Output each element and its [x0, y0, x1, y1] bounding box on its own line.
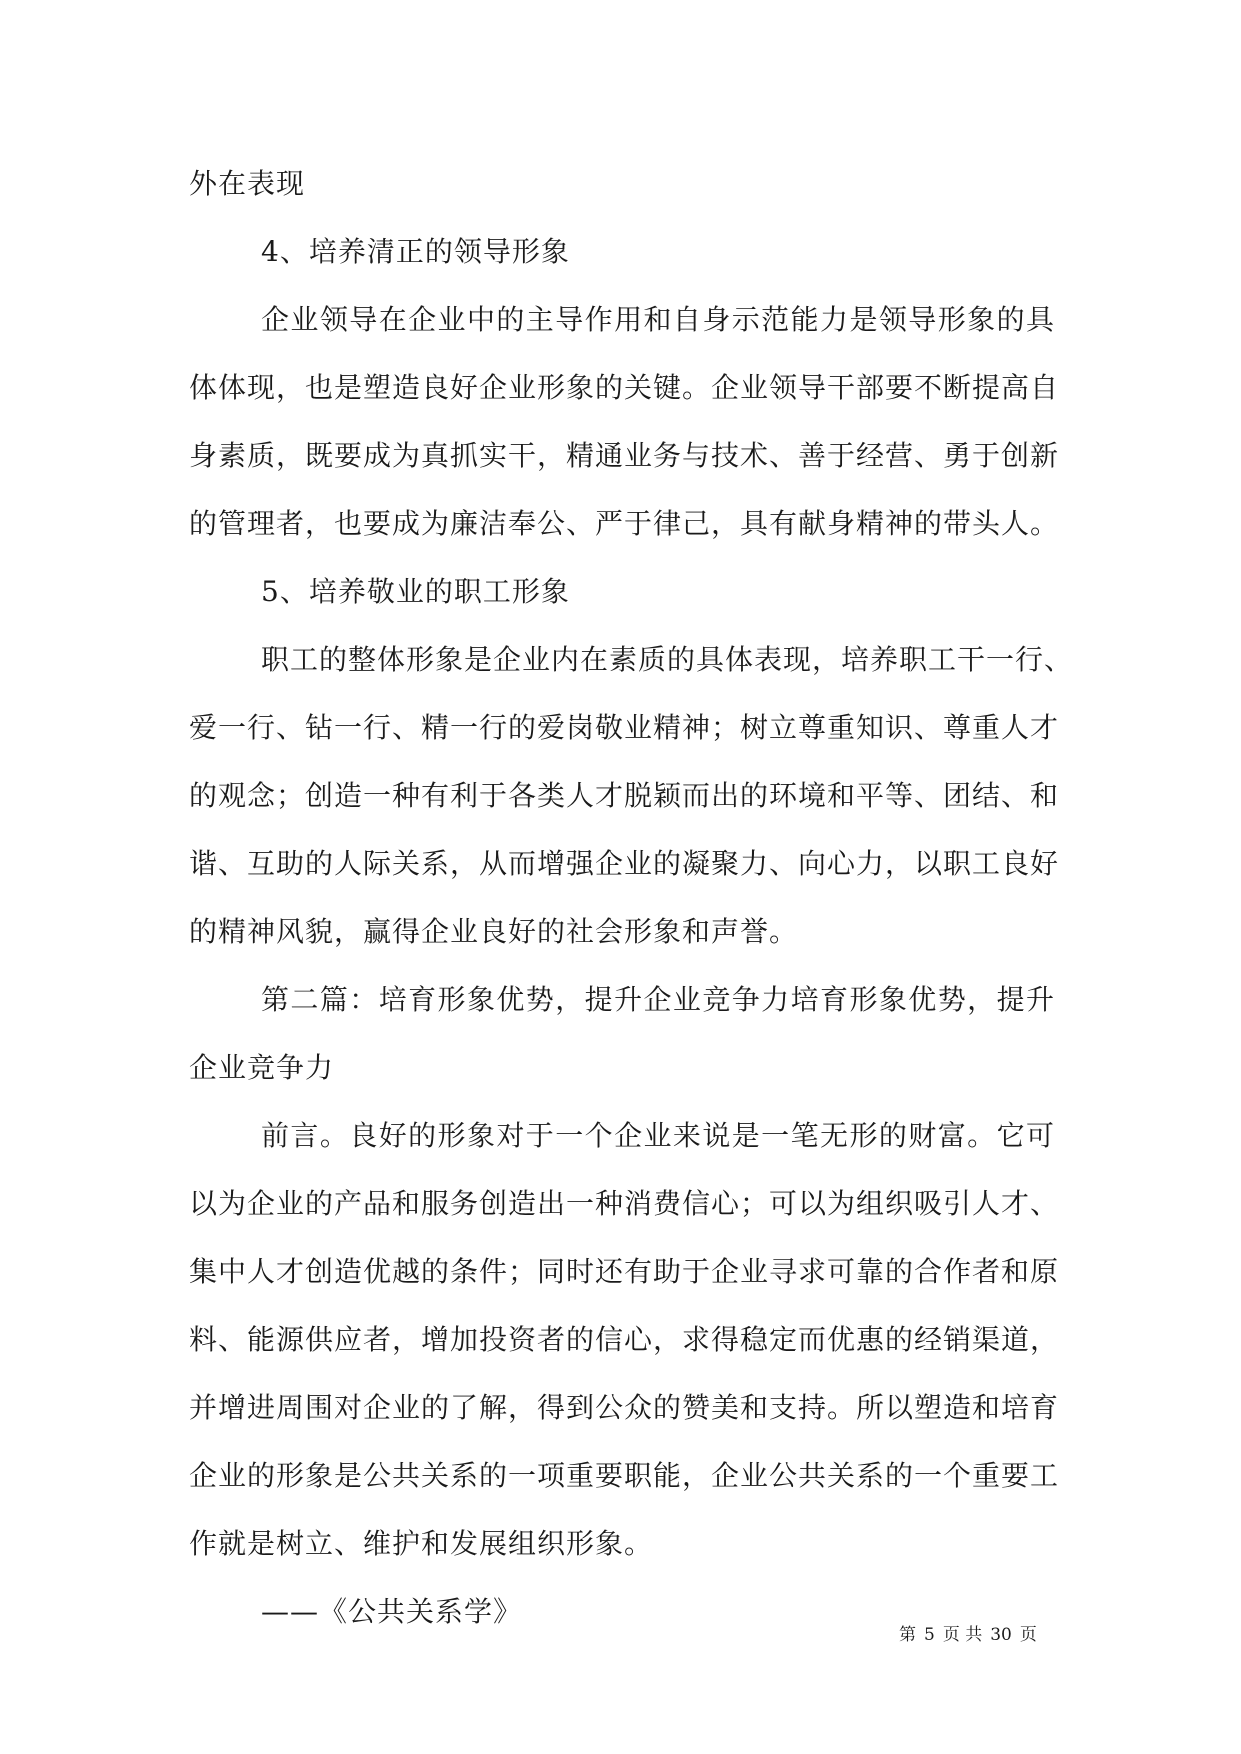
text-line: 的观念；创造一种有利于各类人才脱颖而出的环境和平等、团结、和 — [189, 779, 1060, 812]
text-line: 职工的整体形象是企业内在素质的具体表现，培养职工干一行、 — [261, 643, 1074, 676]
text-line: 企业竞争力 — [189, 1051, 335, 1084]
text-line: 前言。良好的形象对于一个企业来说是一笔无形的财富。它可 — [261, 1119, 1055, 1152]
text-line: 集中人才创造优越的条件；同时还有助于企业寻求可靠的合作者和原 — [189, 1255, 1060, 1288]
text-line: 外在表现 — [189, 167, 306, 200]
text-line: 的管理者，也要成为廉洁奉公、严于律己，具有献身精神的带头人。 — [189, 507, 1060, 540]
footer-suffix: 页 — [1019, 1625, 1037, 1645]
text-line: 的精神风貌，赢得企业良好的社会形象和声誉。 — [189, 915, 799, 948]
document-body — [189, 150, 1074, 1646]
text-line: 5、培养敬业的职工形象 — [261, 575, 570, 608]
text-line: ——《公共关系学》 — [261, 1595, 523, 1628]
current-page-number: 5 — [924, 1625, 935, 1645]
text-line: 企业领导在企业中的主导作用和自身示范能力是领导形象的具 — [261, 303, 1055, 336]
text-line: 谐、互助的人际关系，从而增强企业的凝聚力、向心力，以职工良好 — [189, 847, 1060, 880]
text-line: 身素质，既要成为真抓实干，精通业务与技术、善于经营、勇于创新 — [189, 439, 1060, 472]
text-line: 4、培养清正的领导形象 — [261, 235, 570, 268]
text-line: 料、能源供应者，增加投资者的信心，求得稳定而优惠的经销渠道， — [189, 1323, 1060, 1356]
footer-prefix: 第 — [899, 1625, 916, 1645]
text-line: 以为企业的产品和服务创造出一种消费信心；可以为组织吸引人才、 — [189, 1187, 1060, 1220]
text-line: 第二篇：培育形象优势，提升企业竞争力培育形象优势，提升 — [261, 983, 1055, 1016]
footer-mid: 页 共 — [942, 1625, 983, 1645]
text-line: 作就是树立、维护和发展组织形象。 — [189, 1527, 654, 1560]
text-line: 并增进周围对企业的了解，得到公众的赞美和支持。所以塑造和培育 — [189, 1391, 1060, 1424]
total-page-count: 30 — [990, 1625, 1012, 1645]
text-line: 体体现，也是塑造良好企业形象的关键。企业领导干部要不断提高自 — [189, 371, 1060, 404]
text-line: 爱一行、钻一行、精一行的爱岗敬业精神；树立尊重知识、尊重人才 — [189, 711, 1060, 744]
text-line: 企业的形象是公共关系的一项重要职能，企业公共关系的一个重要工 — [189, 1459, 1060, 1492]
page-number-footer — [895, 1623, 1041, 1647]
